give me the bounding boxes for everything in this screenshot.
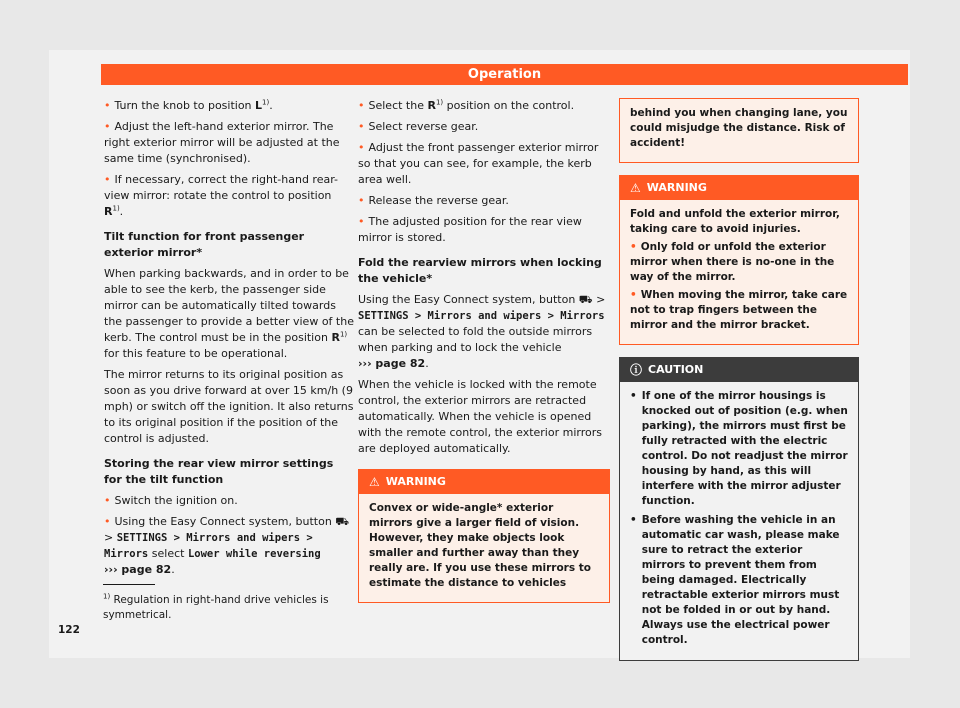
warning-body xyxy=(620,200,858,344)
caution-text: Before washing the vehicle in an automatic car wash, please make sure to retract the exterior mirrors to prevent them from being damaged. Electrically retractable exterior mirrors must not be folded in or out by hand. Always use the electrical power control. xyxy=(641,514,840,646)
caution-bullet xyxy=(630,513,848,648)
caution-body xyxy=(620,382,858,660)
paragraph: The mirror returns to its original position as soon as you drive forward at over 15 km/h (9 mph) or switch off the ignition. It also returns to its original position if the position of the control is adjusted. xyxy=(104,368,354,445)
warning-triangle-icon: ⚠ xyxy=(369,475,380,489)
column-2 xyxy=(358,98,610,603)
footnote xyxy=(103,593,343,623)
bullet-item: • Adjust the front passenger exterior mirror so that you can see, for example, the kerb area well. xyxy=(358,140,610,188)
warning-header xyxy=(620,176,858,200)
car-icon: ⛟ xyxy=(578,293,593,306)
column-1 xyxy=(104,98,354,583)
caution-title: CAUTION xyxy=(648,363,704,376)
warning-triangle-icon: ⚠ xyxy=(630,181,641,195)
menu-path: SETTINGS > Mirrors and wipers > Mirrors xyxy=(104,532,313,560)
manual-page xyxy=(49,50,910,658)
bullet-dot-icon: • xyxy=(630,514,637,526)
info-circle-icon: ⓘ xyxy=(630,363,643,377)
column-3 xyxy=(619,98,859,661)
warning-text: Fold and unfold the exterior mirror, taking care to avoid injuries. xyxy=(630,208,840,235)
text: position on the control. xyxy=(443,99,575,112)
caution-text: If one of the mirror housings is knocked out of position (e.g. when parking), the mirrors must first be fully retracted with the electric control. Do not readjust the mirror housing by hand, as this will interfere with the mirror adjuster function. xyxy=(641,390,848,507)
caution-bullet xyxy=(630,389,848,509)
text: can be selected to fold the outside mirrors when parking and to lock the vehicle xyxy=(358,325,593,354)
warning-body xyxy=(359,494,609,602)
text: Using the Easy Connect system, button xyxy=(114,515,336,528)
text: . xyxy=(425,357,429,370)
text: . xyxy=(119,205,124,218)
bullet-item: • Adjust the left-hand exterior mirror. The right exterior mirror will be adjusted at the same time (synchronised). xyxy=(104,119,354,167)
subheading: Storing the rear view mirror settings for the tilt function xyxy=(104,457,334,486)
warning-header xyxy=(359,470,609,494)
subheading: Tilt function for front passenger exterior mirror* xyxy=(104,230,305,259)
bullet-item xyxy=(358,98,610,114)
text: Select the xyxy=(368,99,428,112)
bullet-item xyxy=(104,98,354,114)
page-reference-link[interactable]: ››› page 82 xyxy=(358,357,426,370)
footnote-mark: 1) xyxy=(435,98,444,107)
warning-box-continued xyxy=(619,98,859,163)
menu-path: SETTINGS > Mirrors and wipers > Mirrors xyxy=(358,310,605,322)
text: for this feature to be operational. xyxy=(104,347,288,360)
text: Turn the knob to position xyxy=(114,99,256,112)
bullet-item: • The adjusted position for the rear view mirror is stored. xyxy=(358,214,610,246)
warning-text: Convex or wide-angle* exterior mirrors give a larger field of vision. However, they make objects look smaller and further away than they really are. If you use these mirrors to estimate the distance to vehicles xyxy=(369,502,592,589)
car-icon: ⛟ xyxy=(335,515,350,528)
warning-body xyxy=(620,99,858,162)
text: Using the Easy Connect system, button xyxy=(358,293,579,306)
text: . xyxy=(269,99,273,112)
footnote-divider xyxy=(103,584,155,585)
paragraph xyxy=(104,266,354,362)
text: If necessary, correct the right-hand rear-view mirror: rotate the control to position xyxy=(104,173,339,202)
warning-text: behind you when changing lane, you could misjudge the distance. Risk of accident! xyxy=(630,107,848,149)
position-label: R xyxy=(331,331,340,344)
bullet-dot-icon: • xyxy=(630,390,637,402)
bullet-item: • Release the reverse gear. xyxy=(358,193,610,209)
text: > xyxy=(592,293,606,306)
warning-box xyxy=(619,175,859,345)
footnote-text: Regulation in right-hand drive vehicles is symmetrical. xyxy=(103,594,329,621)
text: When parking backwards, and in order to be able to see the kerb, the passenger side mirror can be automatically tilted towards the passenger to provide a better view of the kerb. The control must be in the position xyxy=(104,267,354,344)
bullet-item: • Select reverse gear. xyxy=(358,119,610,135)
menu-option: Lower while reversing xyxy=(187,548,321,560)
section-header: Operation xyxy=(101,64,908,85)
page-number: 122 xyxy=(58,624,80,636)
caution-box xyxy=(619,357,859,661)
paragraph: When the vehicle is locked with the remote control, the exterior mirrors are retracted automatically. When the vehicle is opened with the remote control, the exterior mirrors are deployed automatically. xyxy=(358,378,602,455)
subheading: Fold the rearview mirrors when locking the vehicle* xyxy=(358,256,602,285)
warning-bullet: • Only fold or unfold the exterior mirror when there is no-one in the way of the mirror. xyxy=(630,240,848,285)
bullet-item xyxy=(104,172,354,220)
text: . xyxy=(171,563,175,576)
bullet-item: • Switch the ignition on. xyxy=(104,493,354,509)
page-reference-link[interactable]: ››› page 82 xyxy=(104,563,172,576)
footnote-mark: 1) xyxy=(103,592,111,601)
text: select xyxy=(148,547,188,560)
warning-bullet: • When moving the mirror, take care not to trap fingers between the mirror and the mirror bracket. xyxy=(630,288,848,333)
footnote-mark: 1) xyxy=(339,330,348,339)
warning-title: WARNING xyxy=(385,475,446,488)
text: > xyxy=(104,531,117,544)
warning-box xyxy=(358,469,610,603)
footnote-mark: 1) xyxy=(112,204,120,213)
bullet-item xyxy=(104,514,354,578)
warning-title: WARNING xyxy=(646,181,707,194)
caution-header xyxy=(620,358,858,382)
footnote-mark: 1) xyxy=(262,98,270,107)
position-label: L xyxy=(255,99,263,112)
position-label: R xyxy=(104,205,113,218)
position-label: R xyxy=(427,99,436,112)
paragraph xyxy=(358,292,610,372)
